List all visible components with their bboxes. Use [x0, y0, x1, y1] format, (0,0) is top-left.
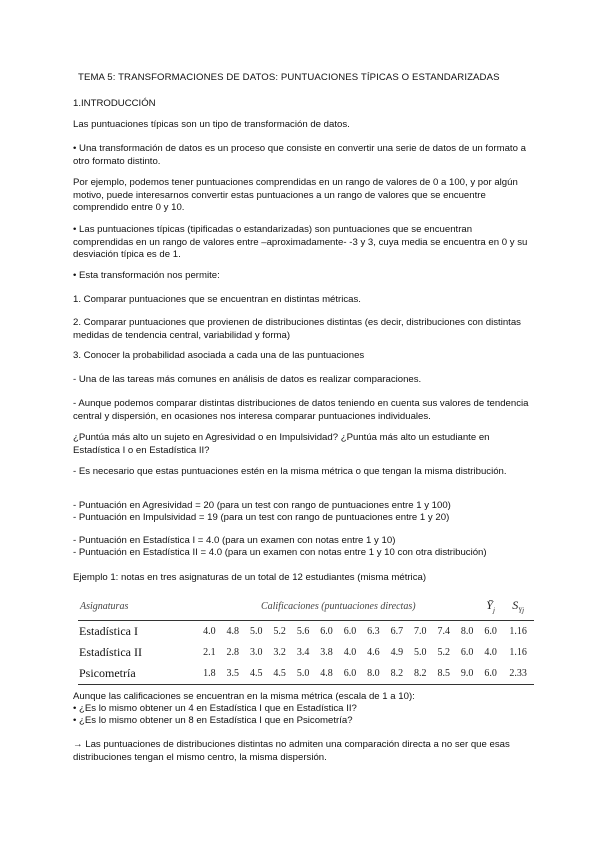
score-cell: 2.1 — [203, 647, 216, 659]
score-cell: 4.8 — [226, 626, 240, 638]
paragraph-10: - Aunque podemos comparar distintas distribuciones de datos teniendo en cuenta sus valores de tendencia central y dispersión, en ocasiones nos interesa comparar puntuaciones individuales. — [73, 398, 529, 422]
score-cell: 1.8 — [198, 663, 221, 685]
paragraph-9: - Una de las tareas más comunes en análisis de datos es realizar comparaciones. — [73, 374, 422, 385]
score-cell: 7.0 — [414, 626, 427, 638]
score-cell: 5.0 — [291, 663, 314, 685]
score-cell: 4.6 — [367, 647, 380, 659]
score-cell: 5.0 — [414, 647, 427, 659]
header-mean-subscript: j — [492, 606, 495, 615]
sd-cell: 2.33 — [502, 663, 534, 685]
example-line-impulsividad: - Puntuación en Impulsividad = 19 (para un test con rango de puntuaciones entre 1 y 20) — [73, 512, 450, 523]
score-cell: 8.0 — [362, 663, 385, 685]
paragraph-3: Por ejemplo, podemos tener puntuaciones comprendidas en un rango de valores de 0 a 100, y por algún motivo, puede interesarnos convertir estas puntuaciones a un rango de valores que se encuentre comprendido entre 0 y 10. — [73, 177, 518, 214]
header-sd-symbol: S — [512, 598, 519, 612]
example-line-estadistica-1: - Puntuación en Estadística I = 4.0 (para un examen con notas entre 1 y 10) — [73, 535, 396, 546]
score-cell: 6.0 — [460, 647, 474, 659]
mean-cell: 4.0 — [484, 647, 497, 659]
score-cell: 6.7 — [390, 626, 404, 638]
section-heading: 1.INTRODUCCIÓN — [73, 98, 156, 109]
header-mean — [479, 596, 502, 621]
header-subject: Asignaturas — [78, 596, 198, 621]
paragraph-16: Aunque las calificaciones se encuentran en la misma métrica (escala de 1 a 10): — [73, 691, 415, 702]
score-cell: 5.0 — [249, 626, 263, 638]
table-header-row — [78, 596, 534, 621]
score-cell: 6.0 — [343, 626, 357, 638]
table-row — [78, 642, 534, 663]
paragraph-11: ¿Puntúa más alto un sujeto en Agresividad o en Impulsividad? ¿Puntúa más alto un estudiante en Estadística I o en Estadística II? — [73, 432, 490, 456]
score-cell: 5.2 — [273, 626, 286, 638]
score-cell: 4.9 — [390, 647, 404, 659]
score-cell: 6.3 — [367, 626, 380, 638]
score-cell: 4.5 — [268, 663, 291, 685]
list-item-1: 1. Comparar puntuaciones que se encuentran en distintas métricas. — [73, 294, 361, 305]
score-cell: 8.2 — [409, 663, 432, 685]
example-caption: Ejemplo 1: notas en tres asignaturas de un total de 12 estudiantes (misma métrica) — [73, 572, 427, 583]
question-2: • ¿Es lo mismo obtener un 8 en Estadística I que en Psicometría? — [73, 715, 353, 726]
sd-cell: 1.16 — [509, 647, 527, 659]
score-cell: 8.0 — [460, 626, 474, 638]
sd-cell: 1.16 — [509, 626, 527, 638]
paragraph-2: • Una transformación de datos es un proceso que consiste en convertir una serie de datos de un formato a otro formato distinto. — [73, 143, 526, 167]
header-sd-subscript: Yj — [518, 606, 525, 615]
score-cell: 5.6 — [296, 626, 310, 638]
score-cell: 4.8 — [315, 663, 338, 685]
header-sd — [502, 596, 534, 621]
example-line-estadistica-2: - Puntuación en Estadística II = 4.0 (para un examen con notas entre 1 y 10 con otra distribución) — [73, 547, 487, 558]
paragraph-5: • Esta transformación nos permite: — [73, 270, 220, 281]
score-cell: 4.0 — [203, 626, 216, 638]
paragraph-1: Las puntuaciones típicas son un tipo de transformación de datos. — [73, 119, 350, 130]
question-1: • ¿Es lo mismo obtener un 4 en Estadística I que en Estadística II? — [73, 703, 357, 714]
table-row — [78, 663, 534, 685]
score-cell: 8.5 — [432, 663, 455, 685]
example-line-agresividad: - Puntuación en Agresividad = 20 (para un test con rango de puntuaciones entre 1 y 100) — [73, 500, 451, 511]
row-subject: Psicometría — [78, 663, 198, 685]
score-cell: 3.5 — [221, 663, 244, 685]
paragraph-4: • Las puntuaciones típicas (tipificadas o estandarizadas) son puntuaciones que se encuentran comprendidas en un rango de valores entre –aproximadamente- -3 y 3, cuya media se encuentra en 0 y su desviación típica es de 1. — [73, 224, 528, 261]
score-cell: 3.8 — [320, 647, 333, 659]
score-cell: 4.0 — [343, 647, 357, 659]
mean-cell: 6.0 — [484, 626, 497, 638]
score-cell: 9.0 — [455, 663, 478, 685]
conclusion: → Las puntuaciones de distribuciones distintas no admiten una comparación directa a no ser que esas distribuciones tengan el mismo centro, la misma dispersión. — [73, 739, 510, 763]
score-cell: 3.2 — [273, 647, 286, 659]
scores-table — [78, 596, 534, 685]
page-title: TEMA 5: TRANSFORMACIONES DE DATOS: PUNTUACIONES TÍPICAS O ESTANDARIZADAS — [78, 72, 500, 83]
score-cell: 3.0 — [249, 647, 263, 659]
score-cell: 6.0 — [320, 626, 333, 638]
row-subject: Estadística I — [79, 624, 138, 639]
score-cell: 4.5 — [245, 663, 268, 685]
score-cell: 2.8 — [226, 647, 240, 659]
score-cell: 6.0 — [338, 663, 361, 685]
score-cell: 3.4 — [296, 647, 310, 659]
table-row — [78, 621, 534, 643]
paragraph-12: - Es necesario que estas puntuaciones estén en la misma métrica o que tengan la misma distribución. — [73, 466, 507, 477]
header-mean-symbol: Ȳ — [486, 598, 493, 612]
header-scores: Calificaciones (puntuaciones directas) — [198, 596, 479, 621]
mean-cell: 6.0 — [479, 663, 502, 685]
list-item-2: 2. Comparar puntuaciones que provienen de distribuciones distintas (es decir, distribuciones con distintas medidas de tendencia central, variabilidad y forma) — [73, 317, 521, 341]
score-cell: 8.2 — [385, 663, 408, 685]
score-cell: 7.4 — [437, 626, 450, 638]
score-cell: 5.2 — [437, 647, 450, 659]
list-item-3: 3. Conocer la probabilidad asociada a cada una de las puntuaciones — [73, 350, 365, 361]
row-subject: Estadística II — [79, 645, 142, 660]
